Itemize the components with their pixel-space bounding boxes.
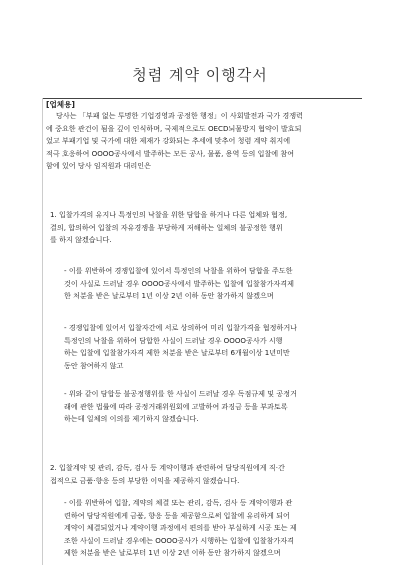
document-title: 청렴 계약 이행각서 [132, 66, 268, 84]
clause-1-sub-1: - 이를 위반하여 경쟁입찰에 있어서 특정인의 낙찰을 위하여 담합을 주도한 것이 사실로 드러날 경우 OOOO공사에서 발주하는 입찰에 입찰참가자격제 한 처분을 받은 날로부터 1년 이상 2년 이하 동안 참가하지 않겠으며 [64, 266, 294, 301]
header-rule [42, 98, 362, 99]
section-label: [업체용] [46, 100, 75, 109]
clause-1-sub-2: - 경쟁입찰에 있어서 입찰자간에 서로 상의하여 미리 입찰가격을 협정하거나 특정인의 낙찰을 위하여 담합한 사실이 드러날 경우 OOOO공사가 시행 하는 입찰에 입찰참가자격 제한 처분을 받은 날로부터 6개월이상 1년미만 동안 참여하지 않고 [64, 323, 298, 370]
clause-2-sub-1: - 이를 위반하여 입찰, 계약의 체결 또는 관리, 감독, 검사 등 계약이행과 관 련하여 담당직원에게 금품, 향응 등을 제공함으로써 입찰에 유리하게 되어 계약이 체결되었거나 계약이행 과정에서 편의를 받아 부실하게 시공 또는 제 조한 사실이 드러날 경우에는 OOOO공사가 시행하는 입찰에 입찰참가자격 제한 처분을 받은 날로부터 1년 이상 2년 이하 동안 참가하지 않겠으며 [64, 498, 297, 558]
side-rule [42, 98, 43, 565]
clause-2-text: 2. 입찰계약 및 관리, 감독, 검사 등 계약이행과 관련하여 담당직원에게 직·간 접적으로 금품·향응 등의 부당한 이익을 제공하지 않겠습니다. [50, 463, 285, 485]
clause-1 [50, 209, 358, 247]
clause-1-text: 1. 입찰가격의 유지나 특정인의 낙찰을 위한 담합을 하거나 다른 업체와 협정, 결의, 합의하여 입찰의 자유경쟁을 부당하게 저해하는 일체의 불공정한 행위 를 하지 않겠습니다. [50, 210, 288, 245]
clause-1-sub-3: - 위와 같이 담합등 불공정행위를 한 사실이 드러날 경우 독점규제 및 공정거 래에 관한 법률에 따라 공정거래위원회에 고발하여 과징금 등을 부과토록 하는데 일체의 이의를 제기하지 않겠습니다. [64, 389, 297, 424]
intro-block [46, 110, 358, 173]
intro-paragraph: 당사는 「부패 없는 투명한 기업경영과 공정한 행정」이 사회발전과 국가 경쟁력 에 중요한 관건이 됨을 깊이 인식하며, 국제적으로도 OECD뇌물방지 협약이 발효되 었고 부패기업 및 국가에 대한 제재가 강화되는 추세에 맞추어 청렴 계약 취지에 적극 호응하여 OOOO공사에서 발주하는 모든 공사, 물품, 용역 등의 입찰에 참여 함에 있어 당사 임직원과 대리인은 [46, 111, 303, 171]
